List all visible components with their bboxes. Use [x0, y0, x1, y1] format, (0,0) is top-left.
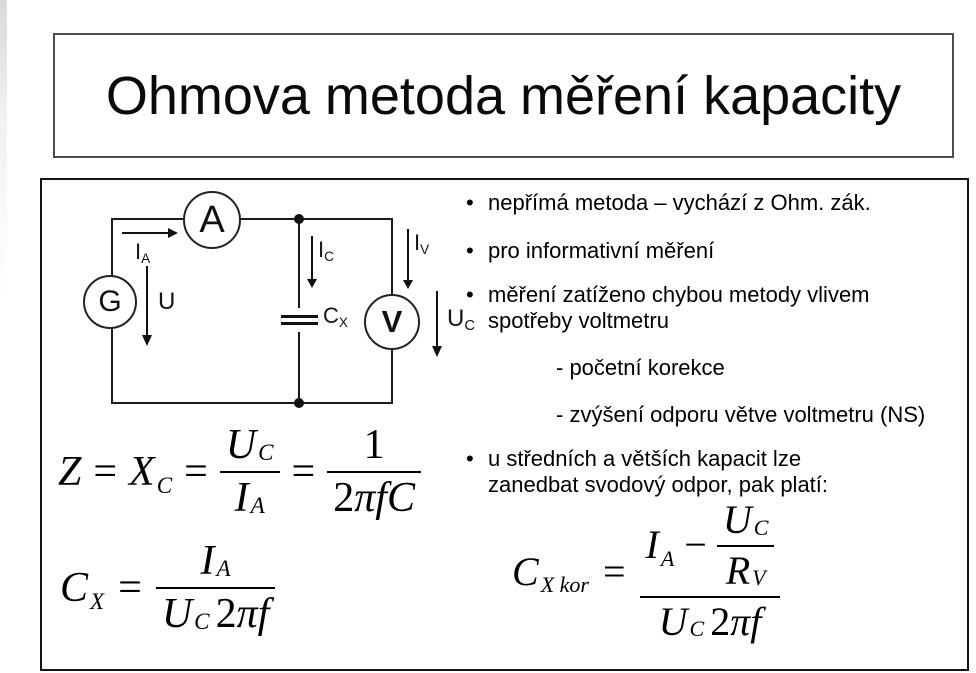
- label-iv: [414, 230, 429, 256]
- fraction-numerator: [194, 540, 236, 583]
- formula-z: Z: [58, 448, 82, 495]
- cxkor-base: C: [512, 548, 539, 594]
- ammeter-label: A: [199, 198, 225, 241]
- generator: [83, 275, 137, 329]
- equals-sign: =: [291, 448, 316, 495]
- equals-sign: =: [93, 448, 118, 495]
- formula-cxkor-lhs: [512, 548, 589, 598]
- pif: πf: [236, 590, 270, 637]
- bullet-marker: •: [466, 238, 474, 263]
- uc-base: U: [161, 590, 193, 637]
- formula-cx-kor: [512, 497, 780, 644]
- capacitor-gap: [290, 308, 308, 332]
- label-ia-sub: A: [141, 250, 151, 266]
- capacitor-label-sub: X: [338, 314, 348, 330]
- capacitor-label: [323, 303, 348, 329]
- arrow-ia-line: [122, 232, 170, 234]
- bullet-text: pro informativní měření: [488, 238, 715, 263]
- fraction-numerator: [640, 497, 781, 593]
- sub-bullet-1: - početní korekce: [556, 355, 725, 380]
- fraction-denominator: [720, 547, 772, 593]
- inner-fraction-uc-over-rv: [717, 497, 775, 593]
- bullet-marker: •: [466, 446, 474, 471]
- coef-2: 2: [710, 598, 731, 644]
- wire-top: [111, 218, 393, 220]
- equals-sign: =: [602, 548, 626, 594]
- voltmeter-label: V: [381, 304, 403, 339]
- label-ia-base: I: [135, 239, 142, 264]
- arrow-iv-line: [407, 229, 409, 281]
- bullet-text-line2: spotřeby voltmetru: [488, 308, 669, 333]
- bullet-text: [488, 446, 828, 498]
- uc-sub: C: [753, 514, 769, 540]
- label-u: U: [158, 288, 176, 315]
- uc-base: U: [225, 422, 257, 468]
- rv-base: R: [725, 547, 751, 593]
- fraction-numerator: 1: [363, 422, 385, 468]
- uc-base: U: [722, 497, 752, 542]
- fraction-ia-over-uc2pif: [156, 540, 275, 636]
- arrow-u-head: [142, 335, 152, 346]
- arrow-ic-head: [307, 279, 317, 288]
- junction-dot-bottom: [294, 398, 304, 408]
- formula-impedance: [58, 424, 421, 520]
- fraction-denominator: [229, 474, 271, 521]
- label-ic-sub: C: [324, 248, 334, 264]
- formula-cx: [60, 540, 275, 636]
- fraction-uc-over-ia: [220, 424, 280, 520]
- bullet-marker: •: [466, 190, 474, 215]
- fraction-one-over-2pifc: [327, 424, 421, 520]
- coef-2: 2: [333, 474, 355, 521]
- ia-term: [645, 522, 675, 571]
- cxkor-sub: X kor: [540, 572, 589, 598]
- ia-sub: A: [250, 492, 265, 519]
- bullet-item-3: [466, 282, 966, 334]
- formula-cx-lhs: [60, 564, 104, 612]
- ia-sub: A: [660, 545, 675, 571]
- fraction-numerator: [717, 497, 775, 542]
- bullet-item-4: [466, 446, 936, 498]
- voltmeter: [364, 294, 420, 350]
- numerator-row: [645, 497, 775, 593]
- label-ic: [318, 237, 334, 263]
- capacitor-label-base: C: [323, 303, 339, 328]
- bullet-marker: •: [466, 282, 474, 307]
- formula-xc-base: X: [129, 448, 155, 495]
- fraction-bar: [220, 471, 280, 473]
- rv-sub: V: [752, 565, 766, 591]
- bullet-text-line1: u středních a větších kapacit lze: [488, 446, 802, 471]
- fraction-bar: [156, 587, 275, 589]
- pifc: πfC: [354, 474, 415, 521]
- bullet-text-line2: zanedbat svodový odpor, pak platí:: [488, 472, 829, 497]
- arrow-u-line: [146, 266, 148, 336]
- outer-fraction: [640, 497, 781, 644]
- fraction-numerator: [220, 424, 280, 467]
- bullet-text-line1: měření zatíženo chybou metody vlivem: [488, 282, 870, 307]
- formula-xc: [129, 448, 172, 496]
- fraction-bar: [327, 471, 421, 473]
- uc-sub: C: [194, 608, 210, 635]
- cx-sub: X: [90, 587, 105, 614]
- sub-bullet-2: - zvýšení odporu větve voltmetru (NS): [556, 402, 926, 427]
- ia-base: I: [200, 538, 215, 584]
- uc-sub: C: [689, 616, 705, 642]
- uc-sub: C: [258, 439, 274, 466]
- capacitor-plate-bottom: [281, 322, 318, 325]
- pif: πf: [730, 598, 762, 644]
- equals-sign: =: [184, 448, 208, 495]
- formula-xc-sub: C: [156, 471, 173, 498]
- minus-sign: −: [684, 522, 707, 568]
- arrow-ia-head: [168, 228, 178, 238]
- uc-base: U: [658, 598, 688, 644]
- coef-2: 2: [215, 590, 237, 637]
- wire-bottom: [111, 402, 393, 404]
- arrow-ic-line: [311, 236, 313, 280]
- cx-base: C: [60, 564, 89, 611]
- equals-sign: =: [118, 564, 142, 611]
- ia-base: I: [234, 474, 249, 521]
- left-edge-shadow: [0, 0, 7, 300]
- label-ic-base: I: [318, 237, 325, 262]
- arrow-iv-head: [403, 280, 413, 289]
- ia-sub: A: [216, 555, 231, 582]
- bullet-text: [488, 282, 870, 334]
- ammeter: [183, 191, 241, 249]
- fraction-denominator: [327, 474, 421, 521]
- fraction-bar: [640, 596, 781, 598]
- label-iv-base: I: [414, 230, 421, 255]
- bullet-item-1: [466, 190, 956, 216]
- bullet-item-2: [466, 238, 956, 264]
- arrow-uc-line: [436, 291, 438, 347]
- ia-base: I: [645, 522, 659, 568]
- label-uc-sub: C: [464, 318, 476, 335]
- page-title: Ohmova metoda měření kapacity: [105, 65, 902, 126]
- fraction-denominator: [156, 590, 275, 637]
- label-ia: [135, 239, 150, 265]
- arrow-uc-head: [432, 346, 442, 357]
- capacitor-plate-top: [281, 315, 318, 318]
- generator-label: G: [98, 285, 122, 318]
- bullet-text: nepřímá metoda – vychází z Ohm. zák.: [488, 190, 871, 215]
- fraction-bar: [717, 545, 775, 547]
- label-uc-base: U: [447, 305, 465, 332]
- label-iv-sub: V: [420, 241, 430, 257]
- fraction-denominator: [653, 598, 768, 644]
- title-box: [53, 33, 954, 158]
- junction-dot-top: [294, 214, 304, 224]
